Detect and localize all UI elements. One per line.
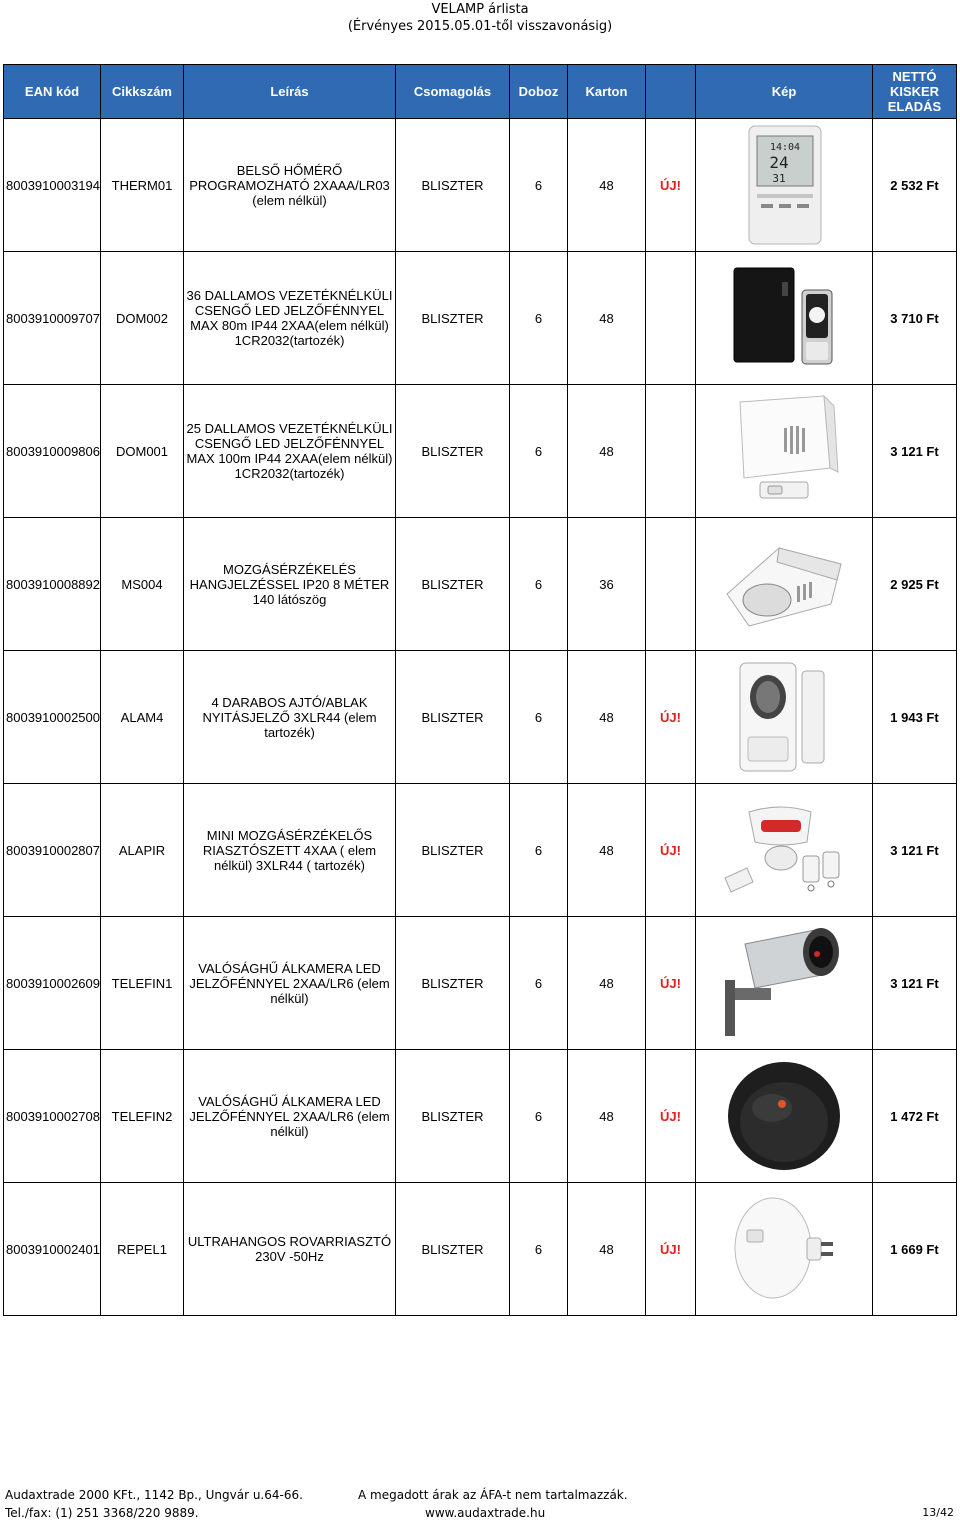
carton-cell: 48: [568, 252, 646, 385]
col-header-carton: Karton: [568, 65, 646, 119]
carton-cell: 36: [568, 518, 646, 651]
table-row: [4, 784, 957, 917]
image-cell: [696, 252, 873, 385]
price-cell: 2 532 Ft: [873, 119, 957, 252]
table-header-row: [4, 65, 957, 119]
ean-cell: 8003910002500: [4, 651, 101, 784]
col-header-image: Kép: [696, 65, 873, 119]
doorbell-black-image: [724, 262, 844, 374]
validity-subtitle: (Érvényes 2015.05.01-től visszavonásig): [347, 19, 613, 34]
box-cell: 6: [510, 917, 568, 1050]
ean-cell: 8003910003194: [4, 119, 101, 252]
packaging-cell: BLISZTER: [396, 119, 510, 252]
ean-cell: 8003910008892: [4, 518, 101, 651]
page-title: VELAMP árlista: [431, 2, 529, 17]
description-cell: MINI MOZGÁSÉRZÉKELŐS RIASZTÓSZETT 4XAA ( elem nélkül) 3XLR44 ( tartozék): [184, 784, 396, 917]
image-cell: [696, 1050, 873, 1183]
packaging-cell: BLISZTER: [396, 784, 510, 917]
table-row: [4, 518, 957, 651]
table-row: [4, 385, 957, 518]
description-cell: ULTRAHANGOS ROVARRIASZTÓ 230V -50Hz: [184, 1183, 396, 1316]
ean-cell: 8003910002708: [4, 1050, 101, 1183]
code-cell: MS004: [101, 518, 184, 651]
description-cell: 25 DALLAMOS VEZETÉKNÉLKÜLI CSENGŐ LED JELZŐFÉNNYEL MAX 100m IP44 2XAA(elem nélkül) 1CR2032(tartozék): [184, 385, 396, 518]
price-cell: 1 472 Ft: [873, 1050, 957, 1183]
ean-cell: 8003910009806: [4, 385, 101, 518]
dome-camera-image: [724, 1056, 844, 1176]
motion-sensor-image: [719, 534, 849, 634]
table-row: [4, 917, 957, 1050]
col-header-description: Leírás: [184, 65, 396, 119]
new-badge: ÚJ!: [646, 1183, 696, 1316]
box-cell: 6: [510, 518, 568, 651]
price-cell: 3 121 Ft: [873, 385, 957, 518]
image-cell: [696, 917, 873, 1050]
new-badge: ÚJ!: [646, 784, 696, 917]
col-header-new: [646, 65, 696, 119]
box-cell: 6: [510, 784, 568, 917]
svg-text:24: 24: [769, 153, 789, 172]
table-row: [4, 1050, 957, 1183]
new-badge: [646, 385, 696, 518]
price-cell: 1 943 Ft: [873, 651, 957, 784]
image-cell: [696, 784, 873, 917]
new-badge: ÚJ!: [646, 119, 696, 252]
code-cell: REPEL1: [101, 1183, 184, 1316]
footer-phone: Tel./fax: (1) 251 3368/220 9889.: [5, 1506, 199, 1520]
alarm-set-image: [719, 802, 849, 898]
svg-text:31: 31: [772, 172, 786, 185]
packaging-cell: BLISZTER: [396, 518, 510, 651]
box-cell: 6: [510, 385, 568, 518]
table-row: [4, 651, 957, 784]
code-cell: ALAM4: [101, 651, 184, 784]
box-cell: 6: [510, 1050, 568, 1183]
price-cell: 3 121 Ft: [873, 917, 957, 1050]
new-badge: ÚJ!: [646, 1050, 696, 1183]
box-cell: 6: [510, 252, 568, 385]
carton-cell: 48: [568, 1183, 646, 1316]
page-number: 13/42: [922, 1506, 954, 1519]
ean-cell: 8003910002401: [4, 1183, 101, 1316]
carton-cell: 48: [568, 784, 646, 917]
carton-cell: 48: [568, 651, 646, 784]
carton-cell: 48: [568, 385, 646, 518]
packaging-cell: BLISZTER: [396, 651, 510, 784]
image-cell: [696, 651, 873, 784]
description-cell: MOZGÁSÉRZÉKELÉS HANGJELZÉSSEL IP20 8 MÉTER 140 látószög: [184, 518, 396, 651]
packaging-cell: BLISZTER: [396, 252, 510, 385]
table-row: [4, 1183, 957, 1316]
description-cell: VALÓSÁGHŰ ÁLKAMERA LED JELZŐFÉNNYEL 2XAA/LR6 (elem nélkül): [184, 917, 396, 1050]
price-cell: 3 710 Ft: [873, 252, 957, 385]
new-badge: [646, 518, 696, 651]
box-cell: 6: [510, 651, 568, 784]
new-badge: ÚJ!: [646, 651, 696, 784]
code-cell: ALAPIR: [101, 784, 184, 917]
table-row: [4, 252, 957, 385]
footer-company: Audaxtrade 2000 KFt., 1142 Bp., Ungvár u.64-66.: [5, 1488, 303, 1502]
col-header-packaging: Csomagolás: [396, 65, 510, 119]
carton-cell: 48: [568, 917, 646, 1050]
code-cell: THERM01: [101, 119, 184, 252]
new-badge: ÚJ!: [646, 917, 696, 1050]
image-cell: [696, 385, 873, 518]
ean-cell: 8003910009707: [4, 252, 101, 385]
packaging-cell: BLISZTER: [396, 917, 510, 1050]
carton-cell: 48: [568, 1050, 646, 1183]
col-header-ean: EAN kód: [4, 65, 101, 119]
image-cell: [696, 1183, 873, 1316]
packaging-cell: BLISZTER: [396, 1050, 510, 1183]
table-row: [4, 119, 957, 252]
repeller-image: [729, 1190, 839, 1308]
description-cell: VALÓSÁGHŰ ÁLKAMERA LED JELZŐFÉNNYEL 2XAA/LR6 (elem nélkül): [184, 1050, 396, 1183]
carton-cell: 48: [568, 119, 646, 252]
footer-website: www.audaxtrade.hu: [425, 1506, 546, 1520]
price-cell: 1 669 Ft: [873, 1183, 957, 1316]
new-badge: [646, 252, 696, 385]
col-header-box: Doboz: [510, 65, 568, 119]
code-cell: DOM001: [101, 385, 184, 518]
bullet-camera-image: [719, 924, 849, 1042]
price-cell: 3 121 Ft: [873, 784, 957, 917]
col-header-price: NETTÓ KISKER ELADÁS: [873, 65, 957, 119]
doorbell-white-image: [724, 392, 844, 510]
svg-text:14:04: 14:04: [769, 142, 801, 153]
code-cell: DOM002: [101, 252, 184, 385]
price-table: [3, 64, 957, 1316]
packaging-cell: BLISZTER: [396, 385, 510, 518]
packaging-cell: BLISZTER: [396, 1183, 510, 1316]
image-cell: [696, 119, 873, 252]
code-cell: TELEFIN2: [101, 1050, 184, 1183]
ean-cell: 8003910002609: [4, 917, 101, 1050]
box-cell: 6: [510, 1183, 568, 1316]
thermometer-image: [739, 124, 829, 246]
description-cell: 36 DALLAMOS VEZETÉKNÉLKÜLI CSENGŐ LED JELZŐFÉNNYEL MAX 80m IP44 2XAA(elem nélkül) 1CR2032(tartozék): [184, 252, 396, 385]
box-cell: 6: [510, 119, 568, 252]
footer-vat-note: A megadott árak az ÁFA-t nem tartalmazzák.: [358, 1488, 628, 1502]
code-cell: TELEFIN1: [101, 917, 184, 1050]
door-alarm-image: [734, 657, 834, 777]
price-cell: 2 925 Ft: [873, 518, 957, 651]
ean-cell: 8003910002807: [4, 784, 101, 917]
col-header-code: Cikkszám: [101, 65, 184, 119]
description-cell: 4 DARABOS AJTÓ/ABLAK NYITÁSJELZŐ 3XLR44 (elem tartozék): [184, 651, 396, 784]
image-cell: [696, 518, 873, 651]
description-cell: BELSŐ HŐMÉRŐ PROGRAMOZHATÓ 2XAAA/LR03 (elem nélkül): [184, 119, 396, 252]
